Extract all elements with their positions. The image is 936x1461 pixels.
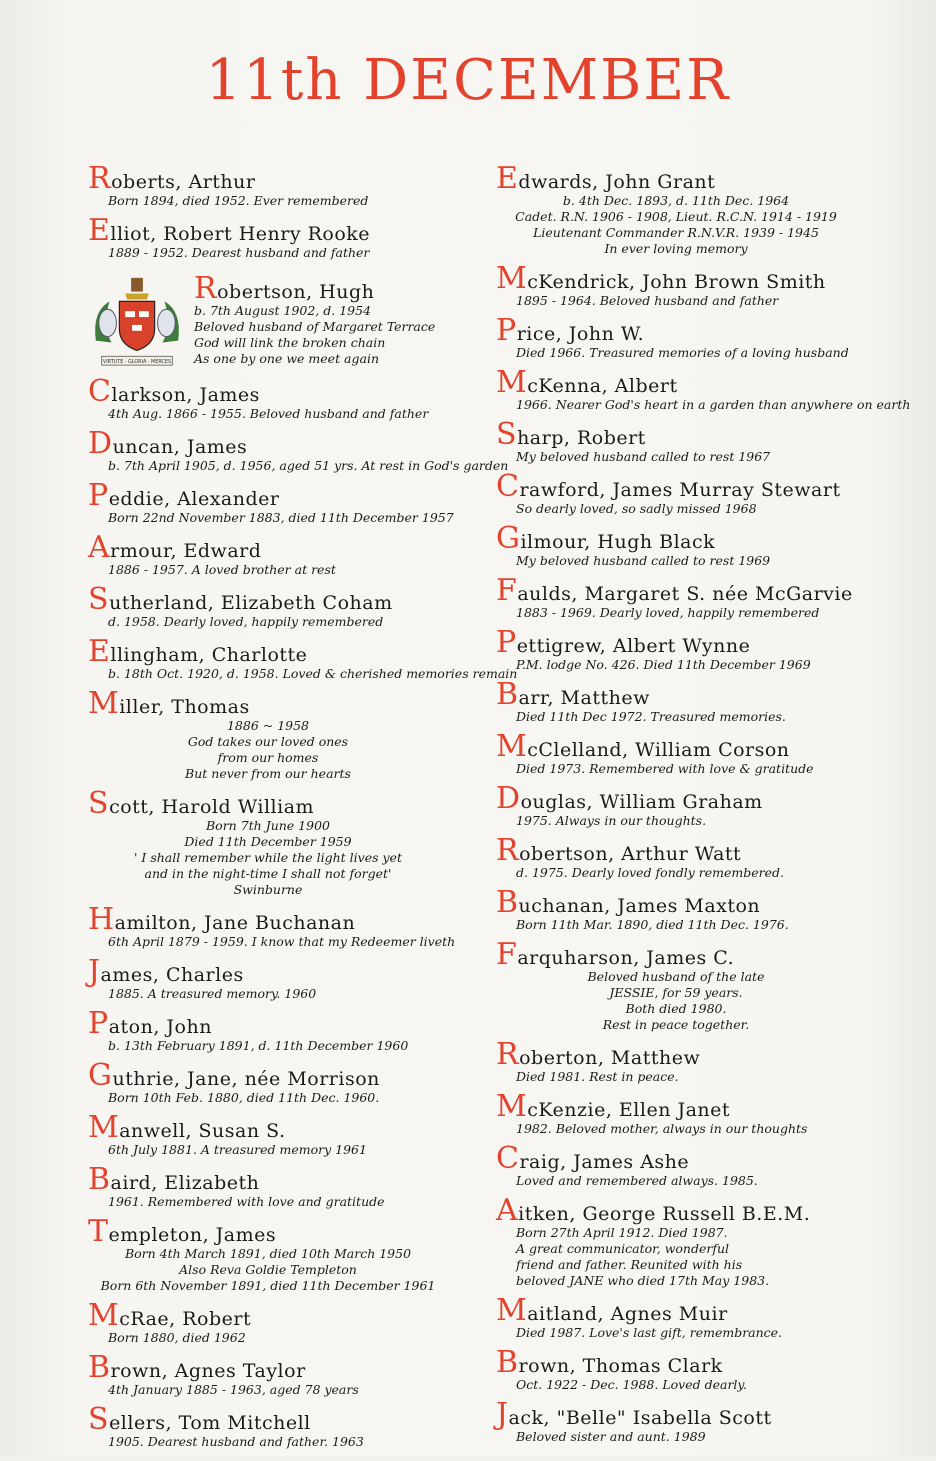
- entry-line: 1886 - 1957. A loved brother at rest: [108, 562, 336, 577]
- entry-line: b. 7th April 1905, d. 1956, aged 51 yrs. At rest in God's garden: [108, 458, 509, 473]
- entry-line: from our homes: [217, 750, 319, 765]
- entry-line: Born 22nd November 1883, died 11th December 1957: [108, 510, 454, 525]
- entry-line: Born 4th March 1891, died 10th March 1950: [124, 1246, 412, 1261]
- entry-line: A great communicator, wonderful: [516, 1241, 730, 1256]
- page-title: 11th DECEMBER: [205, 48, 731, 113]
- memorial-entry: [496, 573, 916, 621]
- right-column: [496, 161, 916, 1456]
- entry-line: God will link the broken chain: [194, 335, 386, 350]
- entry-line: In ever loving memory: [604, 241, 748, 256]
- memorial-entry: [88, 686, 508, 782]
- entry-line: d. 1975. Dearly loved fondly remembered.: [516, 865, 785, 880]
- crest-entry-row: [88, 272, 508, 370]
- memorial-entry: [496, 677, 916, 725]
- memorial-entry: [496, 1089, 916, 1137]
- memorial-entry: [88, 374, 508, 422]
- entry-line: 1982. Beloved mother, always in our thoughts: [516, 1121, 808, 1136]
- entry-name: Brown, Agnes Taylor: [88, 1350, 306, 1385]
- entry-line: Died 1973. Remembered with love & gratitude: [516, 761, 814, 776]
- entry-line: Loved and remembered always. 1985.: [516, 1173, 758, 1188]
- entry-name: Sharp, Robert: [496, 417, 646, 452]
- memorial-entry: [88, 1058, 508, 1106]
- entry-line: d. 1958. Dearly loved, happily remembered: [108, 614, 384, 629]
- entry-line: Died 11th Dec 1972. Treasured memories.: [516, 709, 786, 724]
- entry-line: God takes our loved ones: [187, 734, 349, 749]
- memorial-entry: [496, 885, 916, 933]
- memorial-entry: [496, 365, 916, 413]
- svg-text:VIRTUTE · GLORIA · MERCES: VIRTUTE · GLORIA · MERCES: [102, 359, 172, 366]
- entry-line: Cadet. R.N. 1906 - 1908, Lieut. R.C.N. 1914 - 1919: [515, 209, 837, 224]
- entry-line: 1961. Remembered with love and gratitude: [108, 1194, 385, 1209]
- memorial-entry: [88, 1214, 508, 1294]
- entry-line: 1895 - 1964. Beloved husband and father: [516, 293, 779, 308]
- entry-line: Born 10th Feb. 1880, died 11th Dec. 1960.: [108, 1090, 380, 1105]
- memorial-entry: [88, 1006, 508, 1054]
- entry-line: Died 1987. Love's last gift, remembrance.: [516, 1325, 783, 1340]
- entry-line: My beloved husband called to rest 1969: [516, 553, 771, 568]
- memorial-entry: [88, 530, 508, 578]
- memorial-entry: [496, 1293, 916, 1341]
- entry-name: Scott, Harold William: [88, 786, 315, 821]
- entry-line: So dearly loved, so sadly missed 1968: [516, 501, 757, 516]
- entry-line: 1975. Always in our thoughts.: [516, 813, 707, 828]
- entry-line: b. 18th Oct. 1920, d. 1958. Loved & cherished memories remain: [108, 666, 518, 681]
- entry-line: Lieutenant Commander R.N.V.R. 1939 - 1945: [533, 225, 819, 240]
- entry-line: b. 13th February 1891, d. 11th December 1960: [108, 1038, 409, 1053]
- entry-name: Jack, "Belle" Isabella Scott: [496, 1397, 772, 1432]
- memorial-entry: [496, 1345, 916, 1393]
- entry-name: Edwards, John Grant: [496, 161, 716, 196]
- memorial-entry: [88, 1110, 508, 1158]
- entry-name: Peddie, Alexander: [88, 478, 280, 513]
- entry-name: Armour, Edward: [88, 530, 262, 565]
- entry-name: Guthrie, Jane, née Morrison: [88, 1058, 380, 1093]
- entry-line: Beloved husband of the late: [587, 969, 765, 984]
- entry-line: friend and father. Reunited with his: [516, 1257, 743, 1272]
- entry-name: Faulds, Margaret S. née McGarvie: [496, 573, 853, 608]
- memorial-entry: [496, 781, 916, 829]
- entry-name: Miller, Thomas: [88, 686, 250, 721]
- memorial-entry: [88, 272, 508, 370]
- memorial-entry: [88, 478, 508, 526]
- entry-name: Roberton, Matthew: [496, 1037, 701, 1072]
- entry-name: McKenzie, Ellen Janet: [496, 1089, 731, 1124]
- entry-name: Paton, John: [88, 1006, 212, 1041]
- entry-name: Douglas, William Graham: [496, 781, 763, 816]
- entry-line: As one by one we meet again: [194, 351, 380, 366]
- entry-line: Also Reva Goldie Templeton: [179, 1262, 357, 1277]
- memorial-entry: [88, 1402, 508, 1450]
- memorial-entry: [88, 786, 508, 898]
- memorial-entry: [88, 634, 518, 682]
- entry-line: 1889 - 1952. Dearest husband and father: [108, 245, 370, 260]
- entry-name: Sellers, Tom Mitchell: [88, 1402, 311, 1437]
- entry-line: 1886 ~ 1958: [226, 718, 310, 733]
- entry-name: Crawford, James Murray Stewart: [496, 469, 841, 504]
- entry-line: 6th July 1881. A treasured memory 1961: [108, 1142, 367, 1157]
- entry-line: Born 1880, died 1962: [108, 1330, 246, 1345]
- entry-name: James, Charles: [88, 954, 244, 989]
- entry-line: 1885. A treasured memory. 1960: [108, 986, 317, 1001]
- entry-name: Buchanan, James Maxton: [496, 885, 761, 920]
- entry-line: Both died 1980.: [625, 1001, 727, 1016]
- memorial-entry: [496, 521, 916, 569]
- memorial-entry: [88, 1162, 508, 1210]
- entry-line: 1966. Nearer God's heart in a garden than anywhere on earth: [516, 397, 911, 412]
- entry-name: McKenna, Albert: [496, 365, 678, 400]
- entry-line: 1905. Dearest husband and father. 1963: [108, 1434, 364, 1449]
- entry-line: My beloved husband called to rest 1967: [516, 449, 771, 464]
- entry-name: Brown, Thomas Clark: [496, 1345, 723, 1380]
- entry-line: Died 11th December 1959: [184, 834, 352, 849]
- entry-name: Clarkson, James: [88, 374, 260, 409]
- memorial-entry: [496, 625, 916, 673]
- memorial-entry: [496, 1397, 916, 1445]
- entry-line: 6th April 1879 - 1959. I know that my Redeemer liveth: [108, 934, 456, 949]
- entry-name: Baird, Elizabeth: [88, 1162, 260, 1197]
- entry-name: Gilmour, Hugh Black: [496, 521, 716, 556]
- entry-name: Maitland, Agnes Muir: [496, 1293, 728, 1328]
- entry-line: Born 7th June 1900: [205, 818, 330, 833]
- entry-name: Pettigrew, Albert Wynne: [496, 625, 751, 660]
- memorial-entry: [496, 833, 916, 881]
- entry-line: ' I shall remember while the light lives yet: [134, 850, 402, 865]
- memorial-entry: [496, 1141, 916, 1189]
- entry-line: Oct. 1922 - Dec. 1988. Loved dearly.: [516, 1377, 747, 1392]
- entry-line: JESSIE, for 59 years.: [609, 985, 743, 1000]
- memorial-entry: [496, 729, 916, 777]
- entry-name: Farquharson, James C.: [496, 937, 735, 972]
- memorial-entry: [496, 1193, 916, 1289]
- memorial-entry: [496, 161, 916, 257]
- entry-line: Born 6th November 1891, died 11th December 1961: [100, 1278, 436, 1293]
- entry-line: 4th Aug. 1866 - 1955. Beloved husband and father: [108, 406, 429, 421]
- left-column: [88, 161, 518, 1461]
- entry-line: But never from our hearts: [185, 766, 351, 781]
- crest-entry-text: [194, 272, 435, 370]
- entry-name: Roberts, Arthur: [88, 161, 256, 196]
- coat-of-arms-icon: [88, 272, 186, 370]
- entry-name: Craig, James Ashe: [496, 1141, 690, 1176]
- entry-line: 1883 - 1969. Dearly loved, happily remembered: [516, 605, 820, 620]
- entry-name: Sutherland, Elizabeth Coham: [88, 582, 393, 617]
- entry-line: b. 4th Dec. 1893, d. 11th Dec. 1964: [562, 193, 790, 208]
- entry-name: McRae, Robert: [88, 1298, 252, 1333]
- memorial-entry: [88, 1350, 508, 1398]
- entry-name: Robertson, Arthur Watt: [496, 833, 742, 868]
- entry-name: McKendrick, John Brown Smith: [496, 261, 826, 296]
- entry-name: Aitken, George Russell B.E.M.: [496, 1193, 811, 1228]
- memorial-entry: [88, 426, 509, 474]
- entry-name: Elliot, Robert Henry Rooke: [88, 213, 371, 248]
- entry-name: Barr, Matthew: [496, 677, 650, 712]
- entry-line: Beloved husband of Margaret Terrace: [194, 319, 436, 334]
- entry-line: Swinburne: [233, 882, 303, 897]
- memorial-entry: [88, 902, 508, 950]
- entry-name: Hamilton, Jane Buchanan: [88, 902, 356, 937]
- memorial-entry: [496, 469, 916, 517]
- entry-line: b. 7th August 1902, d. 1954: [194, 303, 372, 318]
- entry-line: and in the night-time I shall not forget': [144, 866, 392, 881]
- entry-name: Ellingham, Charlotte: [88, 634, 308, 669]
- entry-line: P.M. lodge No. 426. Died 11th December 1969: [516, 657, 811, 672]
- entry-line: Rest in peace together.: [602, 1017, 750, 1032]
- memorial-entry: [88, 161, 508, 209]
- entry-name: McClelland, William Corson: [496, 729, 790, 764]
- memorial-entry: [496, 261, 916, 309]
- entry-line: 4th January 1885 - 1963, aged 78 years: [108, 1382, 359, 1397]
- entry-line: beloved JANE who died 17th May 1983.: [516, 1273, 770, 1288]
- entry-line: Born 11th Mar. 1890, died 11th Dec. 1976.: [516, 917, 789, 932]
- entry-name: Robertson, Hugh: [194, 271, 375, 306]
- entry-line: Died 1966. Treasured memories of a loving husband: [516, 345, 849, 360]
- memorial-entry: [88, 1298, 508, 1346]
- entry-line: Born 27th April 1912. Died 1987.: [516, 1225, 728, 1240]
- memorial-entry: [88, 582, 508, 630]
- memorial-entry: [88, 213, 508, 261]
- memorial-entry: [496, 1037, 916, 1085]
- entry-name: Price, John W.: [496, 313, 645, 348]
- entry-name: Duncan, James: [88, 426, 248, 461]
- entry-line: Died 1981. Rest in peace.: [516, 1069, 679, 1084]
- entry-name: Manwell, Susan S.: [88, 1110, 286, 1145]
- memorial-entry: [496, 937, 916, 1033]
- memorial-entry: [496, 313, 916, 361]
- entry-line: Beloved sister and aunt. 1989: [516, 1429, 706, 1444]
- memorial-entry: [496, 417, 916, 465]
- entry-line: Born 1894, died 1952. Ever remembered: [108, 193, 369, 208]
- entry-name: Templeton, James: [88, 1214, 277, 1249]
- memorial-entry: [88, 954, 508, 1002]
